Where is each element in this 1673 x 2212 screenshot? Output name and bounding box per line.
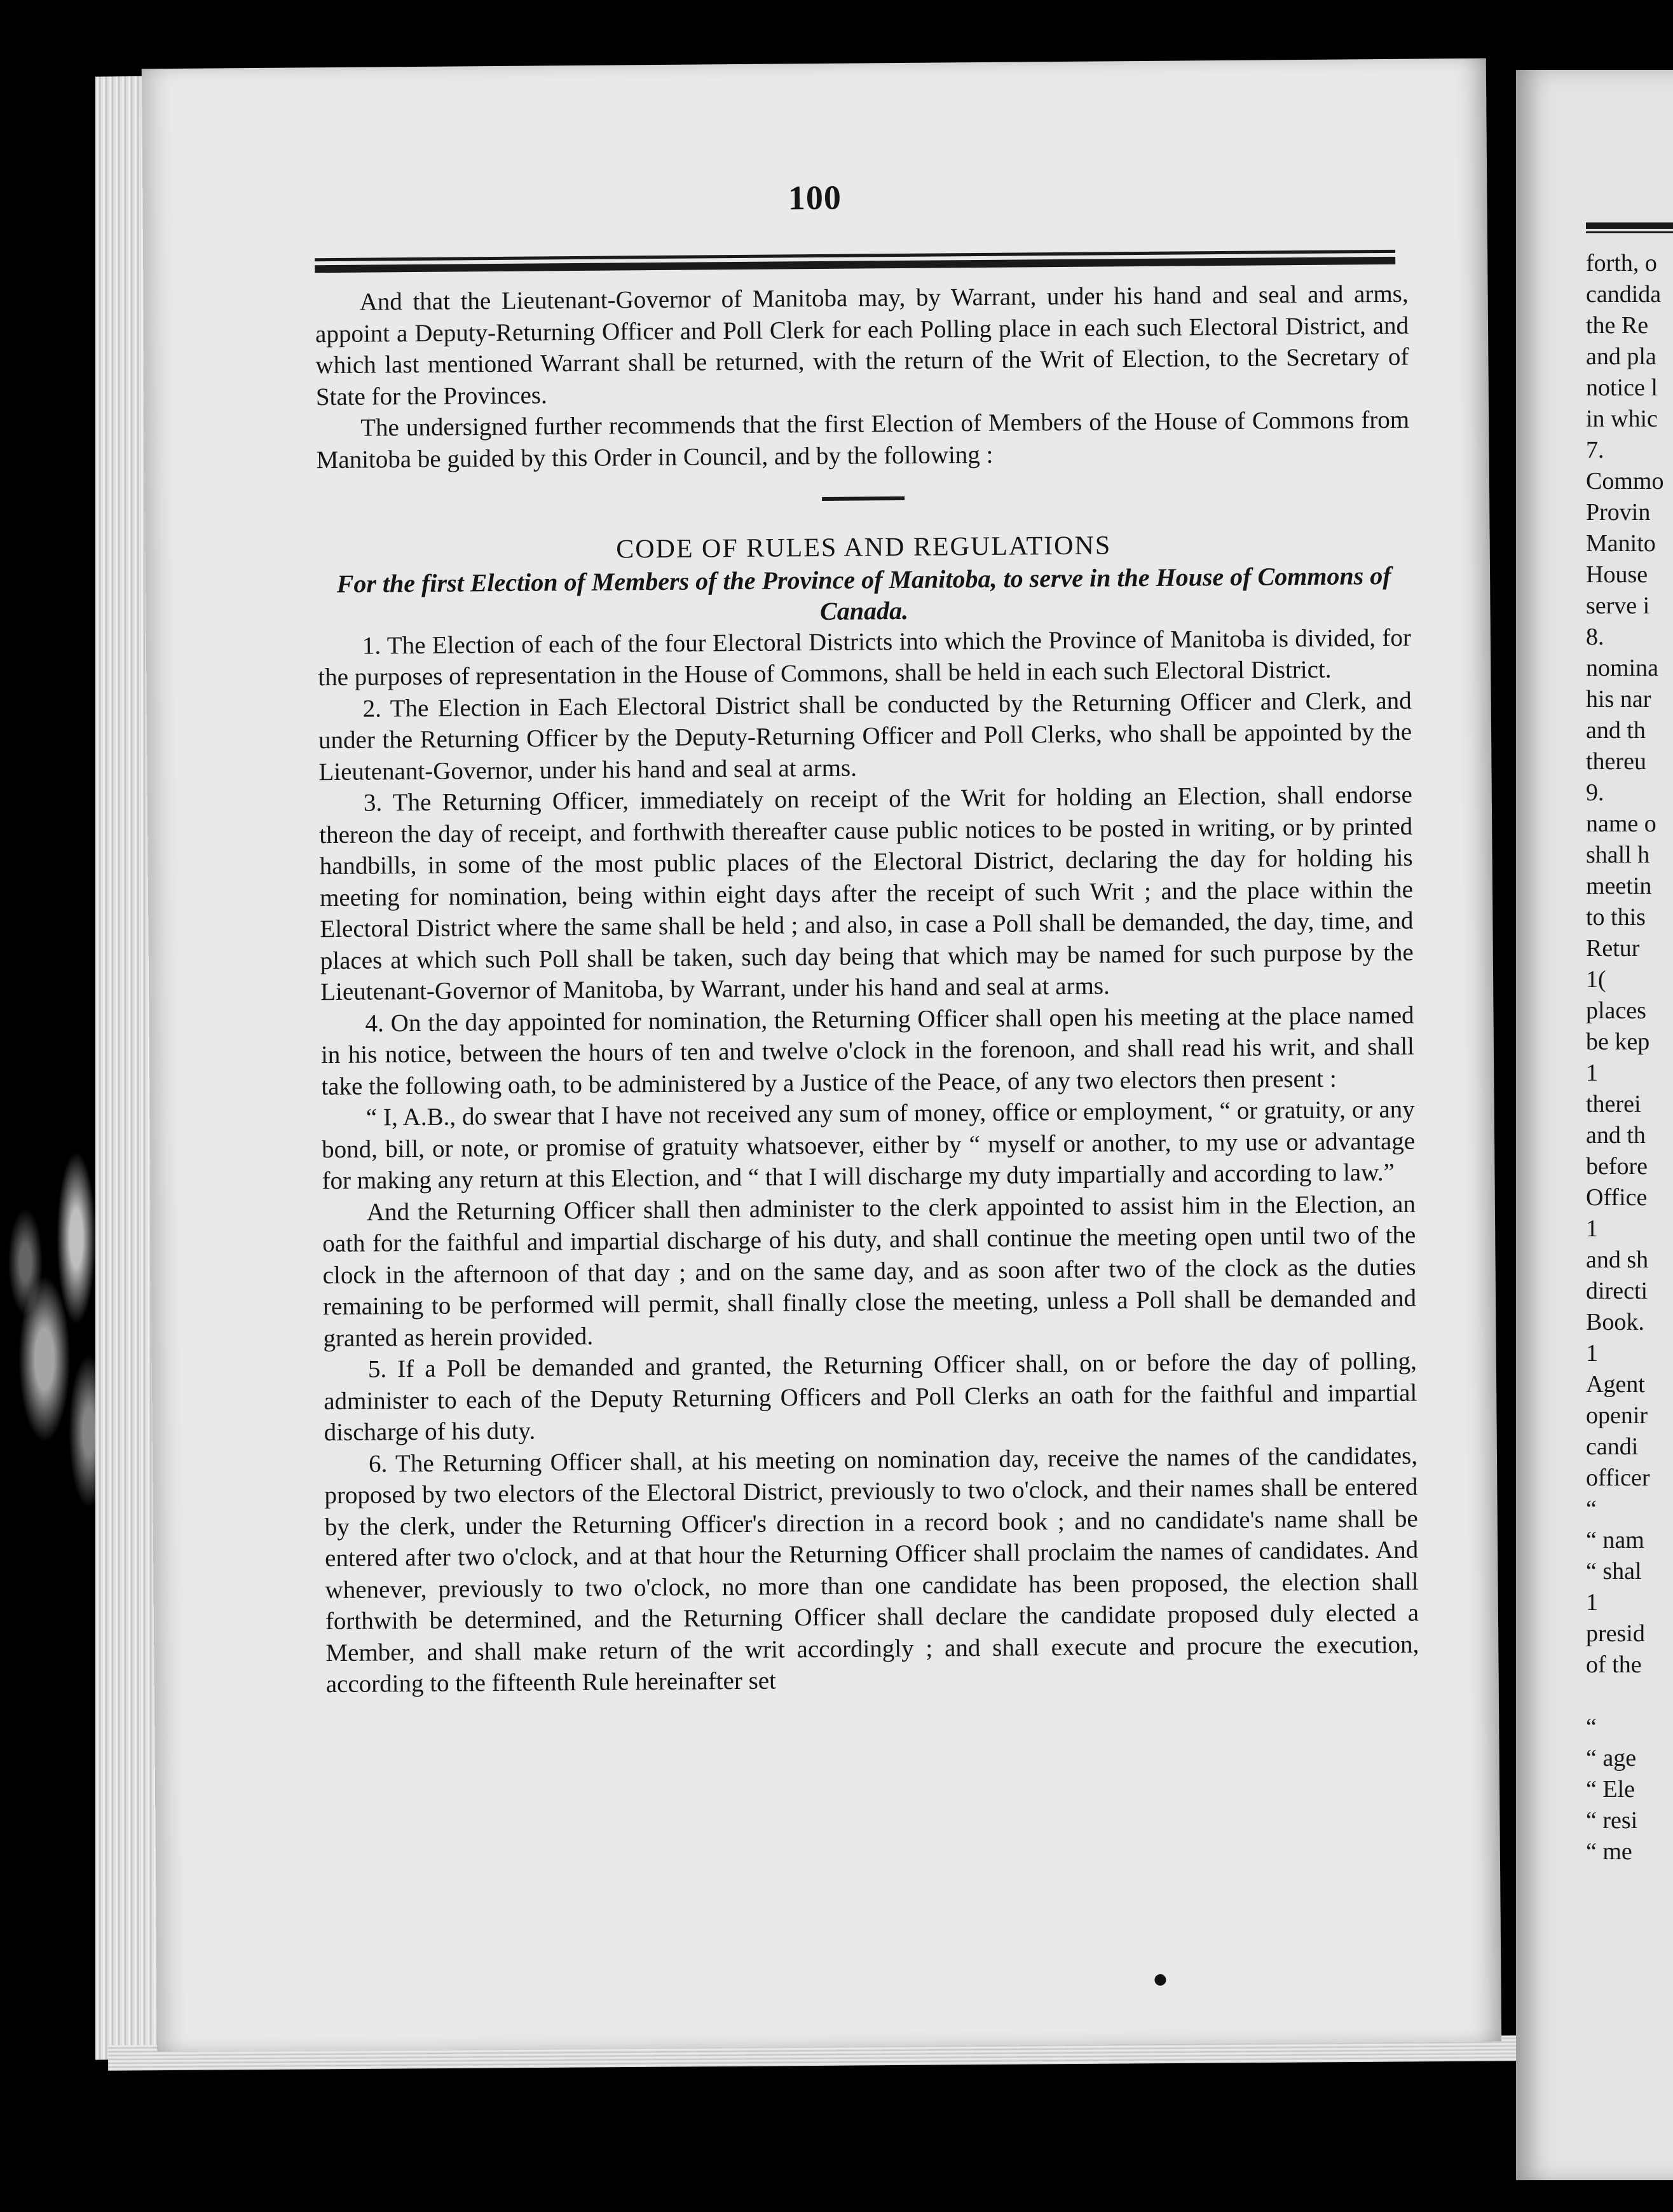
- ink-speck: [1154, 1974, 1166, 1986]
- header-rule: [315, 250, 1395, 273]
- facing-page-line: and th: [1586, 1122, 1646, 1149]
- facing-page-line: candi: [1586, 1433, 1639, 1460]
- facing-page-line: places: [1586, 997, 1646, 1024]
- facing-page-line: “ shal: [1586, 1558, 1642, 1585]
- rule-paragraph: 5. If a Poll be demanded and granted, the Returning Officer shall, on or before the day of polling, administer to each of the Deputy Returning Officers and Poll Clerks an oath for the faithful and impartial discharge of his duty.: [324, 1347, 1417, 1447]
- facing-page-line: “: [1586, 1496, 1597, 1522]
- document-page: [142, 58, 1501, 2052]
- facing-page-line: House: [1586, 561, 1648, 588]
- facing-page-line: Provin: [1586, 499, 1651, 526]
- facing-page-rule: [1586, 222, 1673, 233]
- facing-page-line: “: [1586, 1714, 1597, 1740]
- facing-page: [1516, 70, 1673, 2180]
- facing-page-line: and pla: [1586, 343, 1656, 370]
- facing-page-line: therei: [1586, 1091, 1641, 1117]
- facing-page-line: thereu: [1586, 748, 1646, 775]
- facing-page-line: of the: [1586, 1651, 1642, 1678]
- facing-page-line: 1: [1586, 1340, 1598, 1367]
- facing-page-line: “ Ele: [1586, 1776, 1635, 1803]
- intro-paragraph: And that the Lieutenant-Governor of Manitoba may, by Warrant, under his hand and seal and arms, appoint a Deputy-Returning Officer and Poll Clerk for each Polling place in each such Electoral District, and which last mentioned Warrant shall be returned, with the return of the Writ of Election, to the Secretary of State for the Provinces.: [315, 280, 1409, 411]
- facing-page-line: directi: [1586, 1278, 1648, 1304]
- section-subheading: For the first Election of Members of the Province of Manitoba, to serve in the House of Commons of Canada.: [336, 561, 1391, 625]
- facing-page-line: forth, o: [1586, 250, 1657, 276]
- facing-page-line: 7.: [1586, 437, 1604, 463]
- facing-page-line: 9.: [1586, 779, 1604, 806]
- facing-page-line: shall h: [1586, 842, 1650, 868]
- facing-page-text: [1586, 248, 1663, 1867]
- facing-page-line: presid: [1586, 1620, 1645, 1647]
- facing-page-line: “ age: [1586, 1745, 1637, 1772]
- facing-page-line: to this: [1586, 904, 1646, 931]
- facing-page-line: 1: [1586, 1215, 1598, 1242]
- facing-page-line: in whic: [1586, 406, 1658, 432]
- facing-page-line: Agent: [1586, 1371, 1645, 1398]
- facing-page-line: candida: [1586, 281, 1662, 308]
- facing-page-line: the Re: [1586, 312, 1649, 339]
- facing-page-line: openir: [1586, 1402, 1648, 1429]
- facing-page-line: before: [1586, 1153, 1648, 1180]
- rule-paragraph: 4. On the day appointed for nomination, the Returning Officer shall open his meeting at the place named in his notice, between the hours of ten and twelve o'clock in the forenoon, and shall read his writ, and shall take the following oath, to be administered by a Justice of the Peace, of any two electors then present :: [320, 1001, 1415, 1100]
- section-heading: CODE OF RULES AND REGULATIONS: [616, 531, 1112, 564]
- rule-paragraph: 6. The Returning Officer shall, at his meeting on nomination day, receive the names of the candidates, proposed by two electors of the Electoral District, previously to two o'clock, and their names shall be entered by the clerk, under the Returning Officer's direction in a record book ; and no candidate's name shall be entered after two o'clock, and at that hour the Returning Officer shall proclaim the names of candidates. And whenever, previously to two o'clock, no more than one candidate has been proposed, the election shall forthwith be determined, and the Returning Officer shall declare the candidate proposed duly elected a Member, and shall make return of the writ accordingly ; and shall execute and procure the execution, according to the fifteenth Rule hereinafter set: [324, 1442, 1419, 1698]
- facing-page-line: Office: [1586, 1184, 1648, 1211]
- facing-page-line: “ resi: [1586, 1807, 1638, 1834]
- section-divider: [822, 496, 905, 501]
- facing-page-line: Manito: [1586, 530, 1656, 557]
- facing-page-line: “ nam: [1586, 1527, 1644, 1553]
- rule-paragraph: 1. The Election of each of the four Electoral Districts into which the Province of Manitoba is divided, for the purposes of representation in the House of Commons, shall be held in each such Electoral District.: [318, 624, 1412, 692]
- facing-page-line: “ me: [1586, 1838, 1632, 1865]
- facing-page-line: and sh: [1586, 1246, 1649, 1273]
- page-body: [315, 278, 1419, 1700]
- facing-page-line: be kep: [1586, 1028, 1650, 1055]
- facing-page-line: his nar: [1586, 686, 1651, 713]
- facing-page-line: Retur: [1586, 935, 1640, 962]
- facing-page-line: serve i: [1586, 592, 1650, 619]
- facing-page-line: notice l: [1586, 374, 1658, 401]
- facing-page-line: 1(: [1586, 966, 1606, 993]
- rule-paragraph: And the Returning Officer shall then administer to the clerk appointed to assist him in the Election, an oath for the faithful and impartial discharge of his duty, and shall continue the meeting open until two of the clock in the afternoon of that day ; and on the same day, and as soon after two of the clock as the duties remaining to be performed will permit, shall finally close the meeting, unless a Poll shall be demanded and granted as herein provided.: [322, 1190, 1417, 1352]
- facing-page-line: [1586, 1681, 1663, 1712]
- rule-paragraph: 2. The Election in Each Electoral District shall be conducted by the Returning Officer and Clerk, and under the Returning Officer by the Deputy-Returning Officer and Poll Clerks, who shall be appointed by the Lieutenant-Governor, under his hand and seal at arms.: [318, 686, 1412, 786]
- facing-page-line: name o: [1586, 810, 1656, 837]
- rule-paragraph: 3. The Returning Officer, immediately on receipt of the Writ for holding an Election, shall endorse thereon the day of receipt, and forthwith thereafter cause public notices to be posted in writing, or by printed handbills, in some of the most public places of the Electoral District, declaring the day for holding his meeting for nomination, being within eight days after the receipt of such Writ ; and the place within the Electoral District where the same shall be held ; and also, in case a Poll shall be demanded, the day, time, and places at which such Poll shall be taken, such day being that which may be named for such purpose by the Lieutenant-Governor of Manitoba, by Warrant, under his hand and seal at arms.: [319, 781, 1414, 1006]
- facing-page-line: 1: [1586, 1589, 1598, 1616]
- facing-page-line: 8.: [1586, 624, 1604, 650]
- oath-text: “ I, A.B., do swear that I have not received any sum of money, office or employment, “ or gratuity, or any bond, bill, or note, or promise of gratuity whatsoever, either by “ myself or another, to my use or advantage for making any return at this Election, and “ that I will discharge my duty impartially and according to law.”: [321, 1095, 1416, 1195]
- facing-page-line: meetin: [1586, 873, 1652, 899]
- facing-page-line: officer: [1586, 1464, 1650, 1491]
- facing-page-line: nomina: [1586, 655, 1658, 681]
- intro-paragraph: The undersigned further recommends that the first Election of Members of the House of Commons from Manitoba be guided by this Order in Council, and by the following :: [316, 406, 1410, 474]
- page-number: 100: [788, 178, 842, 217]
- facing-page-line: 1: [1586, 1060, 1598, 1086]
- facing-page-line: Commo: [1586, 468, 1664, 495]
- facing-page-line: Book.: [1586, 1309, 1644, 1335]
- oath-block: [322, 1094, 1416, 1197]
- facing-page-line: and th: [1586, 717, 1646, 744]
